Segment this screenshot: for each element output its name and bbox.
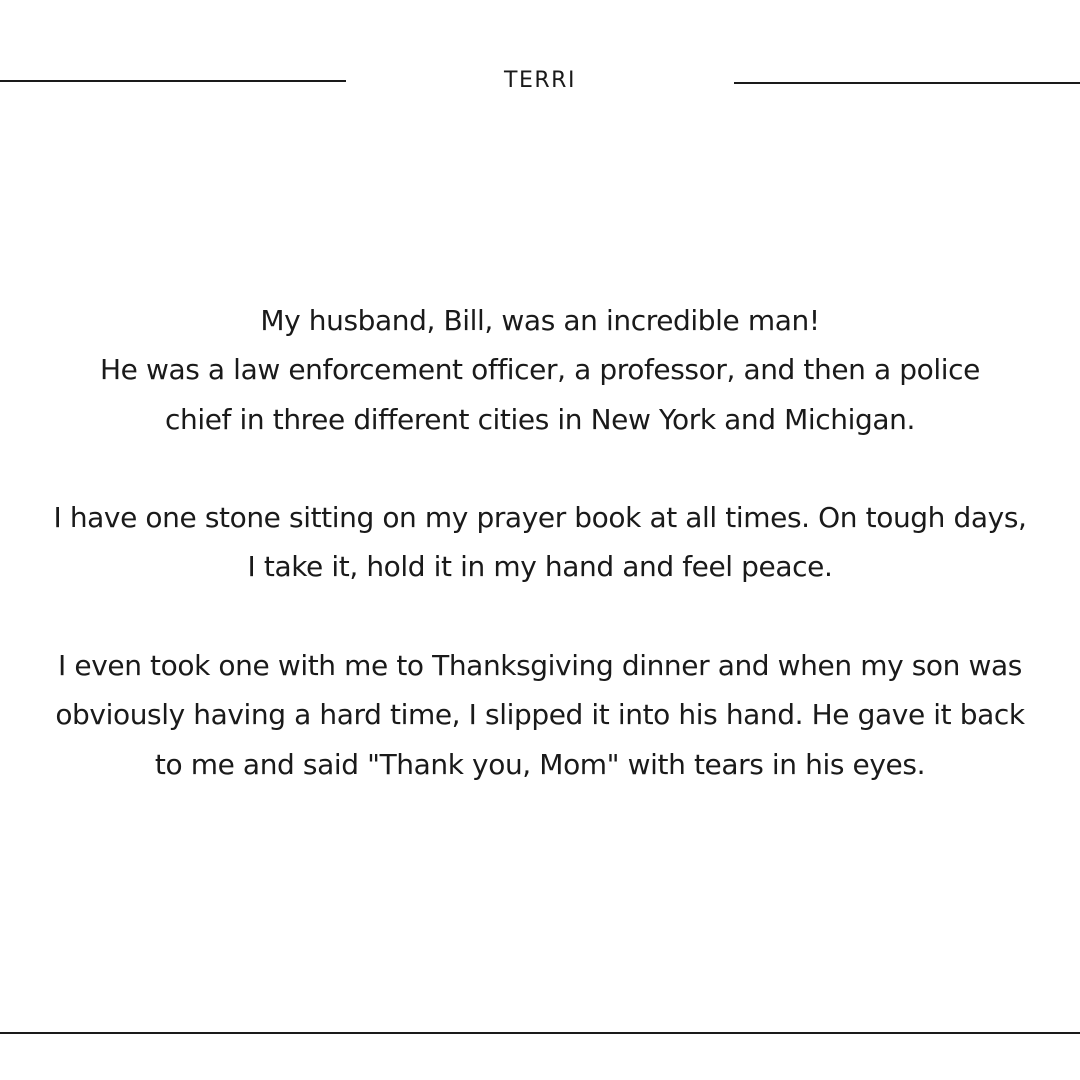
- story-paragraph: [10, 493, 1070, 592]
- story-line: I take it, hold it in my hand and feel peace.: [247, 550, 833, 584]
- story-line: obviously having a hard time, I slipped it into his hand. He gave it back: [55, 698, 1025, 732]
- story-line: My husband, Bill, was an incredible man!: [260, 304, 820, 337]
- header-rule-right: [734, 82, 1080, 84]
- story-line: to me and said "Thank you, Mom" with tears in his eyes.: [154, 747, 926, 781]
- story-line: I even took one with me to Thanksgiving dinner and when my son was: [58, 649, 1022, 683]
- story-paragraph: [10, 641, 1070, 789]
- person-name-heading: TERRI: [504, 68, 576, 93]
- story-paragraph: [10, 296, 1070, 444]
- story-line: chief in three different cities in New York and Michigan.: [165, 402, 915, 436]
- story-line: He was a law enforcement officer, a professor, and then a police: [100, 353, 980, 387]
- story-line: I have one stone sitting on my prayer book at all times. On tough days,: [53, 501, 1027, 535]
- story-text: [10, 296, 1070, 789]
- footer-rule: [0, 1032, 1080, 1034]
